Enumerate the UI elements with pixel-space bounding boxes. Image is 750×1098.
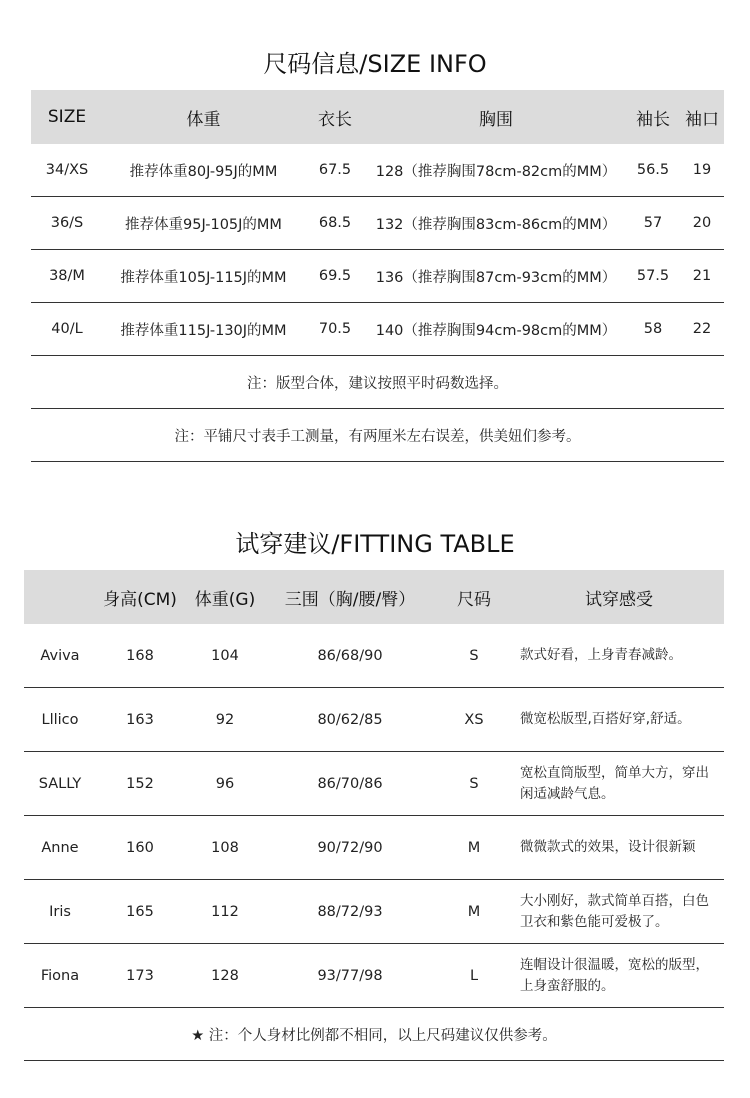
feedback-text: 大小刚好，款式简单百搭，白色卫衣和紫色能可爱极了。	[520, 892, 709, 930]
model-name: Lllico	[41, 711, 79, 728]
size-note-fit: 注：版型合体，建议按照平时码数选择。	[31, 356, 724, 409]
model-weight: 108	[211, 839, 239, 856]
header-weight: 体重	[186, 109, 221, 130]
sleeve-cell: 58	[643, 321, 663, 337]
model-measurements: 86/68/90	[317, 647, 383, 664]
cuff-cell: 19	[692, 162, 712, 178]
header-cuff: 袖口	[685, 109, 719, 130]
model-feedback	[514, 880, 724, 943]
model-feedback	[514, 624, 724, 687]
model-height: 163	[126, 711, 154, 728]
header-measurements: 三围（胸/腰/臀）	[284, 589, 416, 610]
length-cell: 69.5	[318, 268, 352, 284]
model-size: L	[469, 967, 479, 984]
feedback-text: 微宽松版型,百搭好穿,舒适。	[520, 711, 691, 727]
header-size: 尺码	[457, 589, 491, 610]
model-feedback	[514, 944, 724, 1007]
cuff-cell: 22	[692, 321, 712, 337]
header-bust: 胸围	[479, 109, 513, 130]
model-weight: 104	[211, 647, 239, 664]
model-name: Anne	[41, 839, 79, 856]
model-weight: 96	[215, 775, 235, 792]
size-info-table	[31, 90, 724, 462]
model-feedback	[514, 816, 724, 879]
model-feedback	[514, 688, 724, 751]
model-measurements: 88/72/93	[317, 903, 383, 920]
feedback-text: 宽松直筒版型，简单大方，穿出闲适减龄气息。	[520, 764, 709, 802]
weight-cell: 推荐体重95J-105J的MM	[125, 216, 282, 233]
model-weight: 92	[215, 711, 235, 728]
header-weight: 体重(G)	[194, 589, 256, 610]
model-height: 165	[126, 903, 154, 920]
cuff-cell: 21	[692, 268, 712, 284]
length-cell: 67.5	[318, 162, 352, 178]
feedback-text: 微微款式的效果，设计很新颖	[520, 839, 696, 855]
header-size: SIZE	[47, 107, 87, 127]
model-measurements: 86/70/86	[317, 775, 383, 792]
model-name: Fiona	[40, 967, 80, 984]
fitting-table-title: 试穿建议/FITTING TABLE	[235, 530, 515, 558]
model-size: XS	[464, 711, 484, 728]
size-cell: 36/S	[50, 215, 84, 231]
size-row	[31, 303, 724, 356]
header-sleeve-length: 袖长	[636, 109, 670, 130]
header-name	[24, 570, 96, 624]
feedback-text: 款式好看，上身青春减龄。	[520, 647, 682, 663]
size-row	[31, 144, 724, 197]
model-measurements: 80/62/85	[317, 711, 383, 728]
model-weight: 112	[211, 903, 239, 920]
fitting-row	[24, 880, 724, 944]
size-cell: 34/XS	[45, 162, 89, 178]
model-height: 152	[126, 775, 154, 792]
bust-cell: 136（推荐胸围87cm-93cm的MM）	[375, 269, 617, 286]
fitting-row	[24, 688, 724, 752]
size-note-measure: 注：平铺尺寸表手工测量，有两厘米左右误差，供美妞们参考。	[31, 409, 724, 462]
model-measurements: 90/72/90	[317, 839, 383, 856]
bust-cell: 140（推荐胸围94cm-98cm的MM）	[375, 322, 617, 339]
fitting-note: ★ 注：个人身材比例都不相同，以上尺码建议仅供参考。	[24, 1008, 724, 1061]
bust-cell: 132（推荐胸围83cm-86cm的MM）	[375, 216, 617, 233]
model-size: M	[467, 839, 481, 856]
model-size: S	[469, 647, 479, 664]
model-feedback	[514, 752, 724, 815]
sleeve-cell: 56.5	[636, 162, 670, 178]
size-cell: 38/M	[49, 268, 85, 284]
size-info-title: 尺码信息/SIZE INFO	[263, 50, 487, 78]
model-name: SALLY	[38, 775, 82, 792]
model-weight: 128	[211, 967, 239, 984]
size-row	[31, 250, 724, 303]
model-height: 168	[126, 647, 154, 664]
model-height: 160	[126, 839, 154, 856]
model-height: 173	[126, 967, 154, 984]
fitting-row	[24, 752, 724, 816]
bust-cell: 128（推荐胸围78cm-82cm的MM）	[375, 163, 617, 180]
fitting-row	[24, 816, 724, 880]
sleeve-cell: 57.5	[636, 268, 670, 284]
weight-cell: 推荐体重115J-130J的MM	[120, 322, 287, 339]
sleeve-cell: 57	[643, 215, 663, 231]
model-name: Aviva	[40, 647, 80, 664]
fitting-row	[24, 944, 724, 1008]
size-row	[31, 197, 724, 250]
fitting-table-header	[24, 570, 724, 624]
model-measurements: 93/77/98	[317, 967, 383, 984]
model-name: Iris	[49, 903, 71, 920]
size-table-header	[31, 90, 724, 144]
header-height: 身高(CM)	[103, 589, 177, 610]
feedback-text: 连帽设计很温暖，宽松的版型，上身蛮舒服的。	[520, 956, 709, 994]
model-size: M	[467, 903, 481, 920]
header-length: 衣长	[318, 109, 352, 130]
size-cell: 40/L	[51, 321, 83, 337]
cuff-cell: 20	[692, 215, 712, 231]
weight-cell: 推荐体重80J-95J的MM	[129, 163, 278, 180]
model-size: S	[469, 775, 479, 792]
header-feedback: 试穿感受	[585, 589, 653, 610]
fitting-row	[24, 624, 724, 688]
weight-cell: 推荐体重105J-115J的MM	[120, 269, 287, 286]
fitting-table	[24, 570, 724, 1061]
length-cell: 70.5	[318, 321, 352, 337]
length-cell: 68.5	[318, 215, 352, 231]
